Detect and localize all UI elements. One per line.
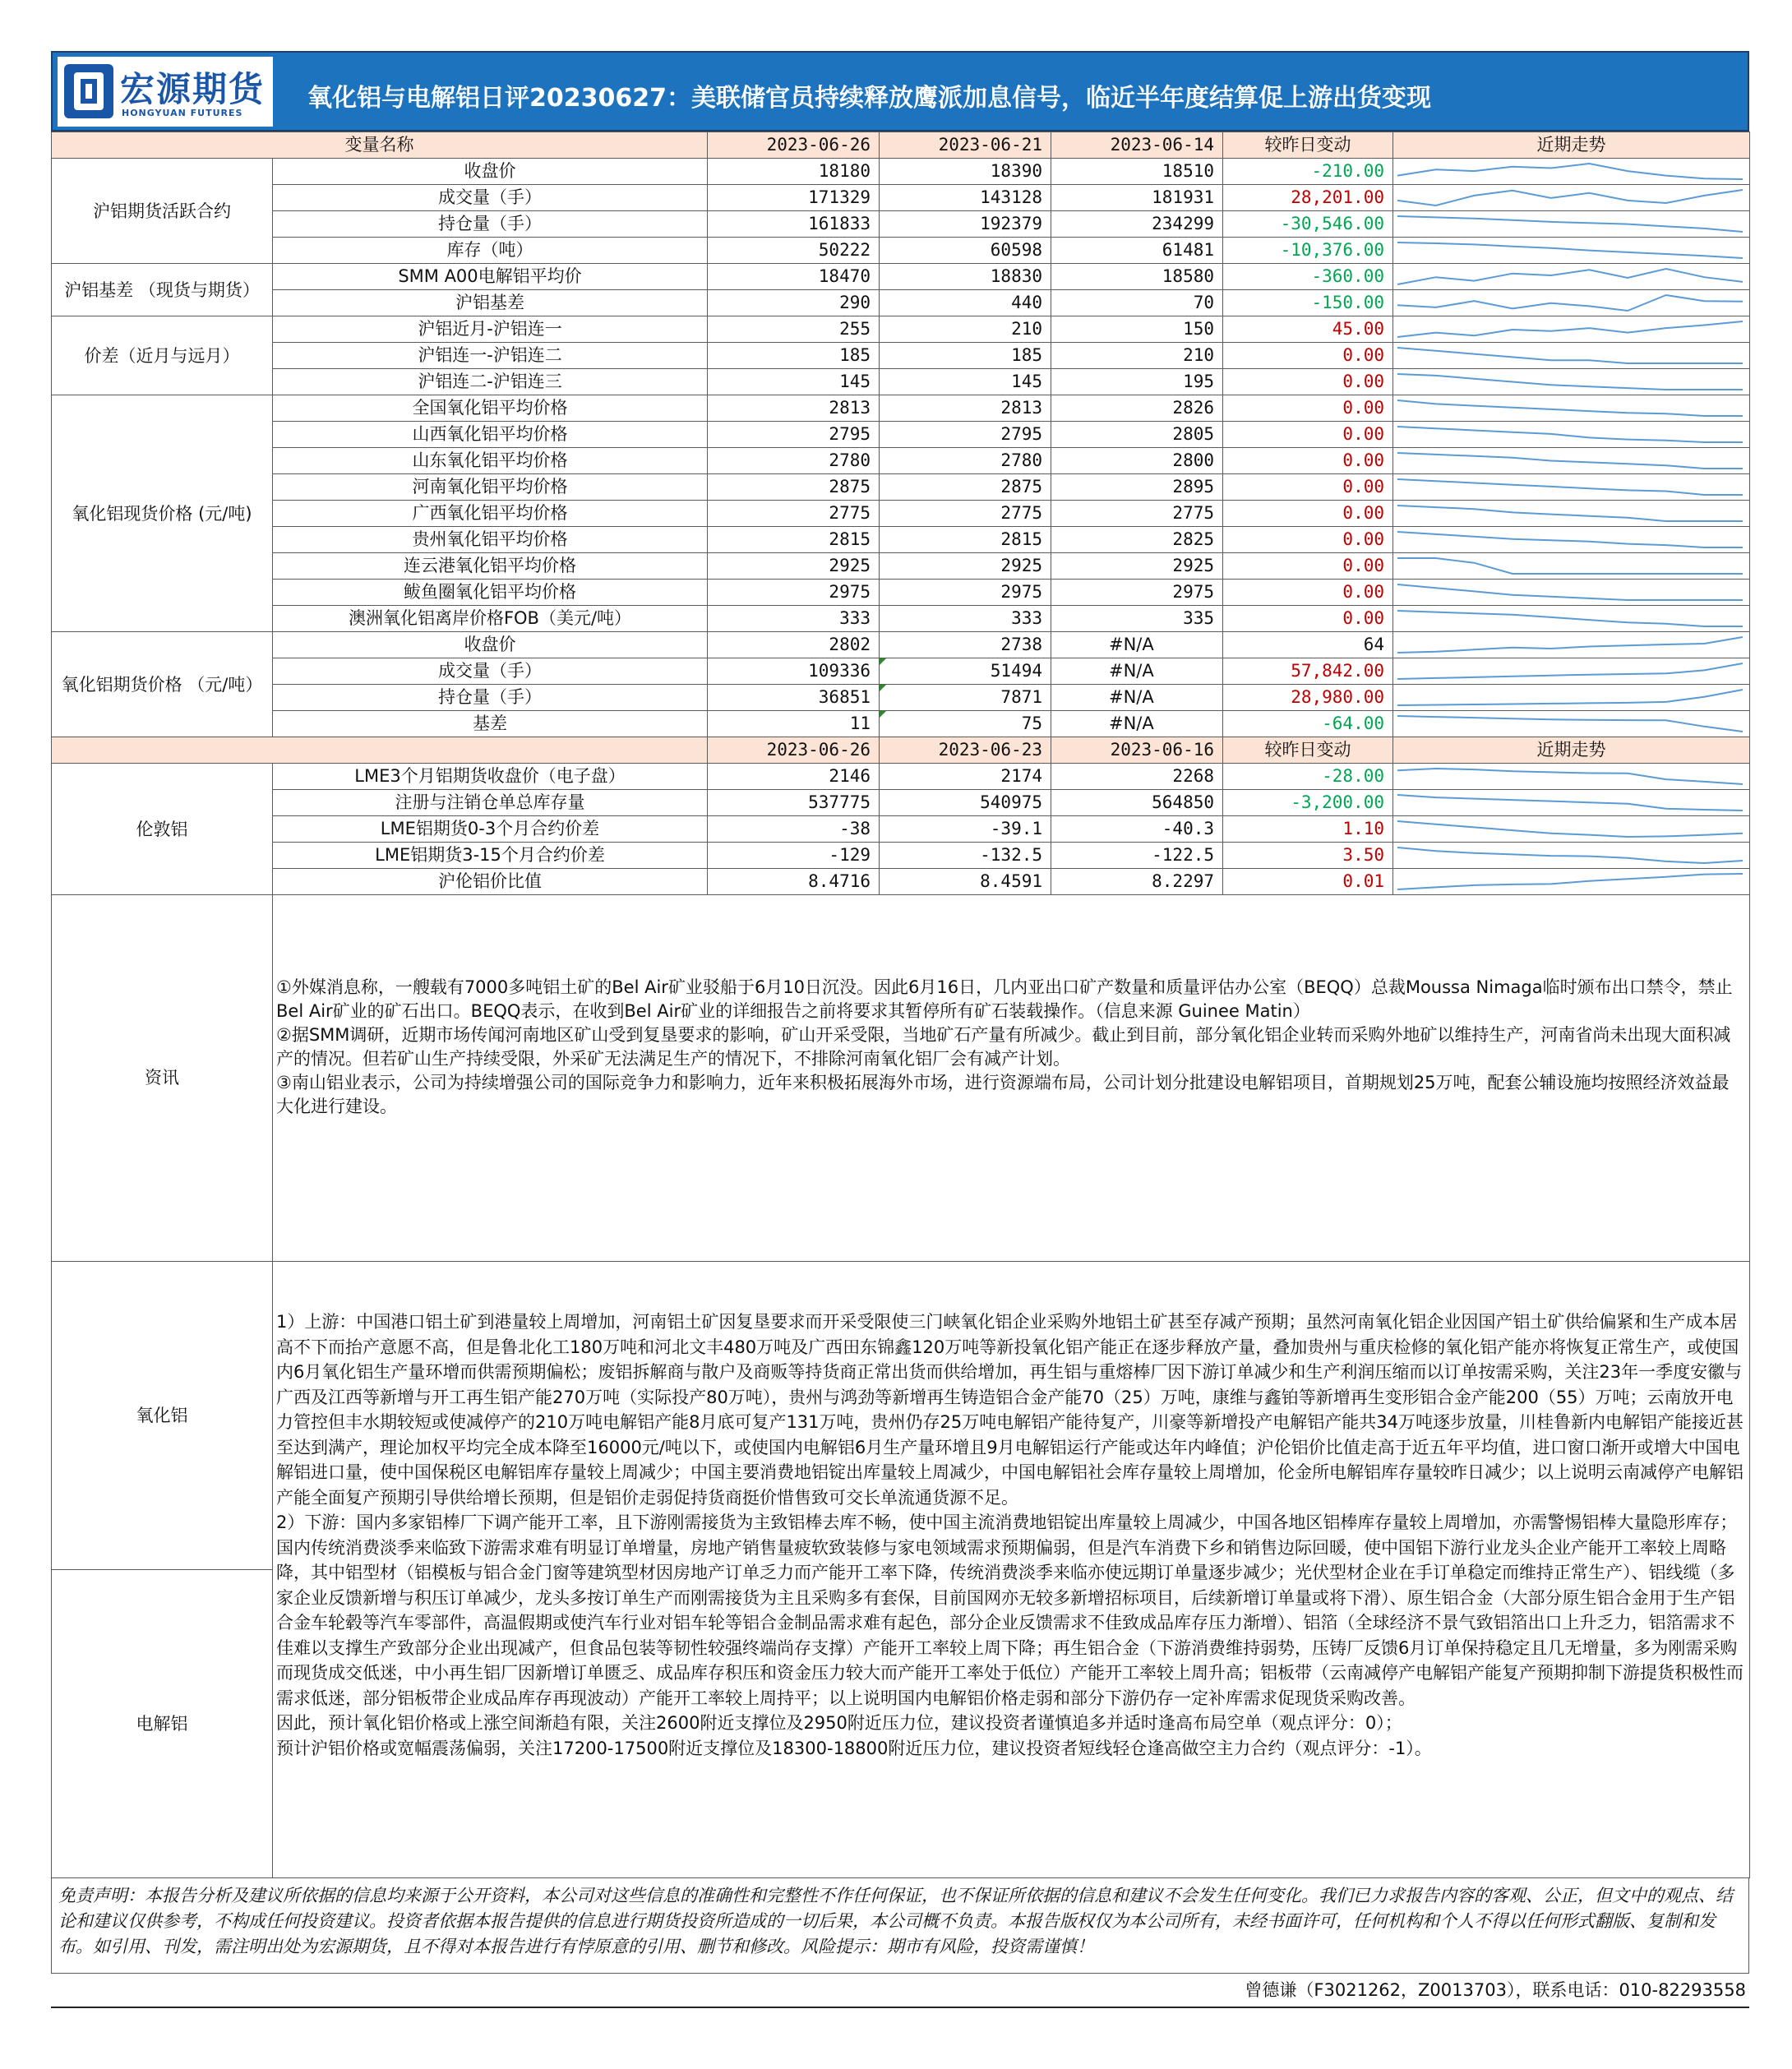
news-item: ①外媒消息称，一艘载有7000多吨铝土矿的Bel Air矿业驳船于6月10日沉没。因此6月16日，几内亚出口矿产数量和质量评估办公室（BEQQ）总裁Moussa Nimaga临时颁布出口禁令，禁止Bel Air矿业的矿石出口。BEQQ表示，在收到Bel Air矿业的详细报告之前将要求其暂停所有矿石装载操作。（信息来源 Guinee Matin） [276, 977, 1733, 1021]
table-row [52, 658, 1750, 685]
sparkline-series [1397, 506, 1743, 521]
variable-name: 成交量（手） [273, 658, 708, 685]
trend-sparkline [1393, 528, 1747, 552]
sparkline-series [1397, 637, 1743, 653]
variable-name: 贵州氧化铝平均价格 [273, 527, 708, 553]
value-date-2: -39.1 [880, 816, 1051, 843]
value-date-2: 2780 [880, 448, 1051, 474]
daily-change: 28,201.00 [1223, 185, 1393, 211]
disclaimer: 免责声明：本报告分析及建议所依据的信息均来源于公开资料，本公司对这些信息的准确性和完整性不作任何保证，也不保证所依据的信息和建议不会发生任何变化。我们已力求报告内容的客观、公正，但文中的观点、结论和建议仅供参考，不构成任何投资建议。投资者依据本报告提供的信息进行期货投资所造成的一切后果，本公司概不负责。本报告版权仅为本公司所有，未经书面许可，任何机构和个人不得以任何形式翻版、复制和发布。如引用、刊发，需注明出处为宏源期货，且不得对本报告进行有悖原意的引用、删节和修改。风险提示：期市有风险，投资需谨慎！ [51, 1878, 1749, 1974]
value-date-2: 440 [880, 290, 1051, 316]
sparkline-series [1397, 847, 1743, 863]
trend-sparkline [1393, 449, 1747, 473]
aluminium-label: 电解铝 [52, 1570, 273, 1878]
trend-sparkline [1393, 396, 1747, 420]
value-date-2: 2795 [880, 422, 1051, 448]
trend-cell [1393, 422, 1750, 448]
trend-sparkline [1393, 791, 1747, 815]
analysis-paragraph: 2）下游：国内多家铝棒厂下调产能开工率，且下游刚需接货为主致铝棒去库不畅，使中国主流消费地铝锭出库量较上周减少，中国各地区铝棒库存量较上周增加，亦需警惕铝棒大量隐形库存；国内传统消费淡季来临致下游需求难有明显订单增量，房地产销售量疲软致装修与家电领域需求预期偏弱，但是汽车消费下乡和销售边际回暖，使中国铝下游行业龙头企业产能开工率较上周略降，其中铝型材（铝模板与铝合金门窗等建筑型材因房地产订单乏力而产能开工率下降，传统消费淡季来临亦使远期订单量逐步减少；光伏型材企业在手订单稳定而维持正常生产）、铝线缆（多家企业反馈新增与积压订单减少，龙头多按订单生产而刚需接货为主且采购多有套保，目前国网亦无较多新增招标项目，后续新增订单量或将下滑）、原生铝合金（大部分原生铝合金用于生产铝合金车轮毂等汽车零部件，高温假期或使汽车行业对铝车轮等铝合金制品需求难有起色，部分企业反馈需求不佳致成品库存压力渐增）、铝箔（全球经济不景气致铝箔出口上升乏力，铝箔需求不佳难以支撑生产致部分企业出现减产，但食品包装等韧性较强终端尚存支撑）产能开工率较上周下降；再生铝合金（下游消费维持弱势，压铸厂反馈6月订单保持稳定且几无增量，多为刚需采购而现货成交低迷，中小再生铝厂因新增订单匮乏、成品库存积压和资金压力较大而产能开工率处于低位）产能开工率较上周升高；铝板带（云南减停产电解铝产能复产预期抑制下游提货积极性而需求低迷，部分铝板带企业成品库存再现波动）产能开工率较上周持平；以上说明国内电解铝价格走弱和部分下游仍存一定补库需求促现货采购改善。 [276, 1512, 1744, 1708]
variable-name: LME铝期货3-15个月合约价差 [273, 843, 708, 869]
trend-cell [1393, 658, 1750, 685]
sparkline-series [1397, 242, 1743, 258]
value-date-3: 2925 [1051, 553, 1223, 580]
variable-name: 沪铝连一-沪铝连二 [273, 343, 708, 369]
trend-cell [1393, 159, 1750, 185]
variable-name: 沪铝基差 [273, 290, 708, 316]
header-date-1: 2023-06-26 [708, 132, 880, 159]
trend-sparkline [1393, 580, 1747, 604]
report-page [51, 51, 1749, 2008]
variable-name: 成交量（手） [273, 185, 708, 211]
value-date-2: 18390 [880, 159, 1051, 185]
trend-cell [1393, 685, 1750, 711]
header-change: 较昨日变动 [1223, 132, 1393, 159]
table-row [52, 316, 1750, 343]
analysis-paragraph: 预计沪铝价格或宽幅震荡偏弱，关注17200-17500附近支撑位及18300-18800附近压力位，建议投资者短线轻仓逢高做空主力合约（观点评分：-1）。 [276, 1738, 1432, 1758]
value-date-2: 540975 [880, 790, 1051, 816]
trend-sparkline [1393, 344, 1747, 367]
value-date-1: 2815 [708, 527, 880, 553]
variable-name: 全国氧化铝平均价格 [273, 395, 708, 422]
sparkline-series [1397, 663, 1743, 679]
group-label: 氧化铝期货价格 （元/吨） [52, 632, 273, 737]
value-date-2: 2875 [880, 474, 1051, 501]
table-row [52, 580, 1750, 606]
variable-name: LME铝期货0-3个月合约价差 [273, 816, 708, 843]
sparkline-series [1397, 348, 1743, 363]
daily-change: 64 [1223, 632, 1393, 658]
sparkline-series [1397, 400, 1743, 416]
trend-sparkline [1393, 475, 1747, 499]
trend-sparkline [1393, 186, 1747, 210]
header2-date-1: 2023-06-26 [708, 737, 880, 764]
sparkline-series [1397, 532, 1743, 547]
market-data-table [51, 132, 1750, 1878]
trend-cell [1393, 343, 1750, 369]
trend-sparkline [1393, 817, 1747, 841]
daily-change: -210.00 [1223, 159, 1393, 185]
group-label: 沪铝期货活跃合约 [52, 159, 273, 264]
value-date-1: 2795 [708, 422, 880, 448]
daily-change: 3.50 [1223, 843, 1393, 869]
daily-change: 0.00 [1223, 343, 1393, 369]
table-row [52, 185, 1750, 211]
value-date-3: 18580 [1051, 264, 1223, 290]
trend-sparkline [1393, 870, 1747, 894]
variable-name: 持仓量（手） [273, 211, 708, 238]
daily-change: 0.00 [1223, 501, 1393, 527]
value-date-2: 60598 [880, 238, 1051, 264]
value-date-1: 18470 [708, 264, 880, 290]
table-row [52, 685, 1750, 711]
daily-change: -360.00 [1223, 264, 1393, 290]
value-date-2: 2174 [880, 764, 1051, 790]
trend-cell [1393, 395, 1750, 422]
trend-sparkline [1393, 159, 1747, 183]
variable-name: 库存（吨） [273, 238, 708, 264]
value-date-2: 7871 [880, 685, 1051, 711]
trend-sparkline [1393, 317, 1747, 341]
value-date-2: 333 [880, 606, 1051, 632]
variable-name: 沪伦铝价比值 [273, 869, 708, 895]
table-row [52, 369, 1750, 395]
value-date-3: -40.3 [1051, 816, 1223, 843]
sparkline-series [1397, 374, 1743, 390]
value-date-3: 195 [1051, 369, 1223, 395]
table-row [52, 474, 1750, 501]
trend-cell [1393, 790, 1750, 816]
value-date-1: 11 [708, 711, 880, 737]
value-date-2: 210 [880, 316, 1051, 343]
trend-cell [1393, 290, 1750, 316]
value-date-2: 2975 [880, 580, 1051, 606]
daily-change: 57,842.00 [1223, 658, 1393, 685]
table-header-row [52, 132, 1750, 159]
trend-cell [1393, 606, 1750, 632]
header-date-2: 2023-06-21 [880, 132, 1051, 159]
daily-change: 0.00 [1223, 606, 1393, 632]
value-date-1: 161833 [708, 211, 880, 238]
daily-change: 0.00 [1223, 553, 1393, 580]
variable-name: 河南氧化铝平均价格 [273, 474, 708, 501]
trend-sparkline [1393, 607, 1747, 630]
value-date-1: 2146 [708, 764, 880, 790]
trend-cell [1393, 843, 1750, 869]
alumina-analysis-row [52, 1262, 1750, 1570]
daily-change: -28.00 [1223, 764, 1393, 790]
table-row [52, 843, 1750, 869]
daily-change: -10,376.00 [1223, 238, 1393, 264]
variable-name: 基差 [273, 711, 708, 737]
table-row [52, 764, 1750, 790]
table2-header-row [52, 737, 1750, 764]
variable-name: 持仓量（手） [273, 685, 708, 711]
value-date-3: 2895 [1051, 474, 1223, 501]
value-date-3: #N/A [1051, 711, 1223, 737]
trend-sparkline [1393, 843, 1747, 867]
news-row [52, 895, 1750, 1262]
value-date-3: 8.2297 [1051, 869, 1223, 895]
trend-sparkline [1393, 633, 1747, 657]
trend-cell [1393, 580, 1750, 606]
trend-sparkline [1393, 370, 1747, 394]
trend-cell [1393, 527, 1750, 553]
sparkline-series [1397, 269, 1743, 284]
value-date-3: 2800 [1051, 448, 1223, 474]
sparkline-series [1397, 716, 1743, 732]
trend-cell [1393, 501, 1750, 527]
value-date-1: -38 [708, 816, 880, 843]
header-trend: 近期走势 [1393, 132, 1750, 159]
analysis-content [273, 1262, 1750, 1878]
sparkline-series [1397, 453, 1743, 469]
header-variable-name: 变量名称 [52, 132, 708, 159]
value-date-1: 290 [708, 290, 880, 316]
trend-cell [1393, 185, 1750, 211]
trend-cell [1393, 474, 1750, 501]
value-date-2: 8.4591 [880, 869, 1051, 895]
sparkline-series [1397, 216, 1743, 232]
report-header [51, 51, 1749, 132]
trend-sparkline [1393, 712, 1747, 736]
value-date-1: 333 [708, 606, 880, 632]
value-date-3: #N/A [1051, 658, 1223, 685]
value-date-3: 70 [1051, 290, 1223, 316]
value-date-1: 2925 [708, 553, 880, 580]
value-date-2: 75 [880, 711, 1051, 737]
variable-name: SMM A00电解铝平均价 [273, 264, 708, 290]
table-row [52, 869, 1750, 895]
daily-change: -30,546.00 [1223, 211, 1393, 238]
news-content [273, 895, 1750, 1262]
header-date-3: 2023-06-14 [1051, 132, 1223, 159]
news-label: 资讯 [52, 895, 273, 1262]
sparkline-series [1397, 821, 1743, 837]
table-row [52, 211, 1750, 238]
logo-chinese-text: 宏源期货 [120, 69, 266, 109]
value-date-2: 2775 [880, 501, 1051, 527]
sparkline-series [1397, 769, 1743, 784]
value-date-2: -132.5 [880, 843, 1051, 869]
trend-sparkline [1393, 764, 1747, 788]
group-label: 氧化铝现货价格 (元/吨) [52, 395, 273, 632]
value-date-3: 2826 [1051, 395, 1223, 422]
value-date-2: 2738 [880, 632, 1051, 658]
value-date-1: 185 [708, 343, 880, 369]
value-date-3: 2775 [1051, 501, 1223, 527]
value-date-1: 2775 [708, 501, 880, 527]
sparkline-series [1397, 321, 1743, 337]
variable-name: 收盘价 [273, 159, 708, 185]
table-row [52, 553, 1750, 580]
value-date-3: #N/A [1051, 632, 1223, 658]
value-date-1: 171329 [708, 185, 880, 211]
sparkline-series [1397, 479, 1743, 495]
daily-change: -64.00 [1223, 711, 1393, 737]
table-row [52, 264, 1750, 290]
value-date-3: 61481 [1051, 238, 1223, 264]
daily-change: 0.00 [1223, 369, 1393, 395]
table-row [52, 238, 1750, 264]
trend-sparkline [1393, 423, 1747, 446]
daily-change: 0.00 [1223, 448, 1393, 474]
value-date-2: 51494 [880, 658, 1051, 685]
sparkline-series [1397, 874, 1743, 889]
trend-cell [1393, 238, 1750, 264]
value-date-1: 145 [708, 369, 880, 395]
variable-name: 鲅鱼圈氧化铝平均价格 [273, 580, 708, 606]
variable-name: LME3个月铝期货收盘价（电子盘） [273, 764, 708, 790]
trend-cell [1393, 553, 1750, 580]
variable-name: 山西氧化铝平均价格 [273, 422, 708, 448]
report-title: 氧化铝与电解铝日评20230627：美联储官员持续释放鹰派加息信号，临近半年度结算促上游出货变现 [307, 84, 1431, 113]
trend-sparkline [1393, 686, 1747, 709]
daily-change: 0.00 [1223, 580, 1393, 606]
value-date-1: 2802 [708, 632, 880, 658]
table-row [52, 422, 1750, 448]
value-date-3: 2805 [1051, 422, 1223, 448]
value-date-1: 8.4716 [708, 869, 880, 895]
trend-cell [1393, 764, 1750, 790]
trend-sparkline [1393, 212, 1747, 236]
table-row [52, 711, 1750, 737]
value-date-3: 150 [1051, 316, 1223, 343]
variable-name: 沪铝连二-沪铝连三 [273, 369, 708, 395]
table-row [52, 790, 1750, 816]
daily-change: 1.10 [1223, 816, 1393, 843]
table-row [52, 632, 1750, 658]
daily-change: 28,980.00 [1223, 685, 1393, 711]
trend-sparkline [1393, 659, 1747, 683]
daily-change: -150.00 [1223, 290, 1393, 316]
header2-change: 较昨日变动 [1223, 737, 1393, 764]
variable-name: 沪铝近月-沪铝连一 [273, 316, 708, 343]
group-label: 价差（近月与远月） [52, 316, 273, 395]
table-row [52, 343, 1750, 369]
value-date-2: 2925 [880, 553, 1051, 580]
trend-sparkline [1393, 238, 1747, 262]
value-date-3: 18510 [1051, 159, 1223, 185]
variable-name: 连云港氧化铝平均价格 [273, 553, 708, 580]
table-row [52, 816, 1750, 843]
value-date-1: 2780 [708, 448, 880, 474]
alumina-label: 氧化铝 [52, 1262, 273, 1570]
value-date-3: -122.5 [1051, 843, 1223, 869]
table-row [52, 606, 1750, 632]
trend-cell [1393, 211, 1750, 238]
daily-change: 0.00 [1223, 527, 1393, 553]
sparkline-series [1397, 190, 1743, 206]
value-date-3: #N/A [1051, 685, 1223, 711]
value-date-2: 143128 [880, 185, 1051, 211]
value-date-1: 255 [708, 316, 880, 343]
sparkline-series [1397, 558, 1743, 574]
header2-date-3: 2023-06-16 [1051, 737, 1223, 764]
daily-change: 0.00 [1223, 422, 1393, 448]
value-date-1: 18180 [708, 159, 880, 185]
value-date-3: 2825 [1051, 527, 1223, 553]
logo-mark-icon [64, 64, 113, 118]
news-item: ③南山铝业表示，公司为持续增强公司的国际竞争力和影响力，近年来积极拓展海外市场，进行资源端布局，公司计划分批建设电解铝项目，首期规划25万吨，配套公辅设施均按照经济效益最大化进行建设。 [276, 1073, 1730, 1116]
analysis-paragraph: 1）上游：中国港口铝土矿到港量较上周增加，河南铝土矿因复垦要求而开采受限使三门峡氧化铝企业采购外地铝土矿甚至存减产预期；虽然河南氧化铝企业因国产铝土矿供给偏紧和生产成本居高不下而抬产意愿不高，但是鲁北化工180万吨和河北文丰480万吨及广西田东锦鑫120万吨等新投氧化铝产能正在逐步释放产量，叠加贵州与重庆检修的氧化铝产能亦将恢复正常生产，或使国内6月氧化铝生产量环增而供需预期偏松；废铝拆解商与散户及商贩等持货商正常出货而供给增加，再生铝与重熔棒厂因下游订单减少和生产利润压缩而以订单按需采购，关注23年一季度安徽与广西及江西等新增与开工再生铝产能270万吨（实际投产80万吨），贵州与鸿劲等新增再生铸造铝合金产能70（25）万吨，康维与鑫铂等新增再生变形铝合金产能200（55）万吨；云南放开电力管控但丰水期较短或使减停产的210万吨电解铝产能8月底可复产131万吨，贵州仍存25万吨电解铝产能待复产，川豪等新增投产电解铝产能共34万吨逐步放量，川桂鲁新内电解铝产能接近甚至达到满产，理论加权平均完全成本降至16000元/吨以下，或使国内电解铝6月生产量环增且9月电解铝运行产能或达年内峰值；沪伦铝价比值走高于近五年平均值，进口窗口渐开或增大中国电解铝进口量，使中国保税区电解铝库存量较上周减少；中国主要消费地铝锭出库量较上周减少，中国电解铝社会库存量较上周增加，伦金所电解铝库存量较昨日减少；以上说明云南减停产电解铝产能全面复产预期引导供给增长预期，但是铝价走弱促持货商挺价惜售致可交长单流通货源不足。 [276, 1312, 1744, 1508]
value-date-3: 234299 [1051, 211, 1223, 238]
trend-cell [1393, 632, 1750, 658]
trend-cell [1393, 448, 1750, 474]
daily-change: 0.00 [1223, 395, 1393, 422]
table-row [52, 448, 1750, 474]
header2-date-2: 2023-06-23 [880, 737, 1051, 764]
value-date-2: 2815 [880, 527, 1051, 553]
trend-cell [1393, 711, 1750, 737]
company-logo [58, 57, 273, 127]
value-date-1: 2975 [708, 580, 880, 606]
logo-english-text: HONGYUAN FUTURES [122, 108, 243, 118]
sparkline-series [1397, 427, 1743, 442]
analyst-contact: 曾德谦（F3021262，Z0013703），联系电话：010-82293558 [51, 1974, 1749, 2008]
trend-sparkline [1393, 554, 1747, 578]
daily-change: 0.01 [1223, 869, 1393, 895]
sparkline-series [1397, 795, 1743, 811]
variable-name: 收盘价 [273, 632, 708, 658]
table-row [52, 395, 1750, 422]
sparkline-series [1397, 164, 1743, 179]
news-item: ②据SMM调研，近期市场传闻河南地区矿山受到复垦要求的影响，矿山开采受限，当地矿石产量有所减少。截止到目前，部分氧化铝企业转而采购外地矿以维持生产，河南省尚未出现大面积减产的情况。但若矿山生产持续受限，外采矿无法满足生产的情况下，不排除河南氧化铝厂会有减产计划。 [276, 1025, 1731, 1069]
daily-change: 45.00 [1223, 316, 1393, 343]
value-date-3: 564850 [1051, 790, 1223, 816]
value-date-3: 335 [1051, 606, 1223, 632]
value-date-1: 2813 [708, 395, 880, 422]
trend-cell [1393, 816, 1750, 843]
table-row [52, 501, 1750, 527]
value-date-3: 2268 [1051, 764, 1223, 790]
value-date-1: -129 [708, 843, 880, 869]
analysis-paragraph: 因此，预计氧化铝价格或上涨空间渐趋有限，关注2600附近支撑位及2950附近压力位，建议投资者谨慎追多并适时逢高布局空单（观点评分：0）； [276, 1713, 1402, 1733]
table-row [52, 527, 1750, 553]
value-date-1: 2875 [708, 474, 880, 501]
value-date-1: 50222 [708, 238, 880, 264]
value-date-1: 537775 [708, 790, 880, 816]
trend-cell [1393, 869, 1750, 895]
header2-trend: 近期走势 [1393, 737, 1750, 764]
value-date-3: 2975 [1051, 580, 1223, 606]
variable-name: 广西氧化铝平均价格 [273, 501, 708, 527]
value-date-2: 185 [880, 343, 1051, 369]
value-date-2: 192379 [880, 211, 1051, 238]
trend-cell [1393, 316, 1750, 343]
daily-change: 0.00 [1223, 474, 1393, 501]
trend-cell [1393, 264, 1750, 290]
group-label: 伦敦铝 [52, 764, 273, 895]
value-date-1: 36851 [708, 685, 880, 711]
variable-name: 注册与注销仓单总库存量 [273, 790, 708, 816]
table-row [52, 159, 1750, 185]
sparkline-series [1397, 611, 1743, 626]
variable-name: 山东氧化铝平均价格 [273, 448, 708, 474]
sparkline-series [1397, 295, 1743, 311]
sparkline-series [1397, 584, 1743, 600]
group-label: 沪铝基差 （现货与期货） [52, 264, 273, 316]
trend-sparkline [1393, 265, 1747, 289]
value-date-3: 210 [1051, 343, 1223, 369]
daily-change: -3,200.00 [1223, 790, 1393, 816]
trend-sparkline [1393, 291, 1747, 315]
value-date-2: 2813 [880, 395, 1051, 422]
value-date-1: 109336 [708, 658, 880, 685]
value-date-2: 145 [880, 369, 1051, 395]
table-row [52, 290, 1750, 316]
variable-name: 澳洲氧化铝离岸价格FOB（美元/吨） [273, 606, 708, 632]
trend-cell [1393, 369, 1750, 395]
sparkline-series [1397, 690, 1743, 705]
value-date-2: 18830 [880, 264, 1051, 290]
trend-sparkline [1393, 501, 1747, 525]
value-date-3: 181931 [1051, 185, 1223, 211]
